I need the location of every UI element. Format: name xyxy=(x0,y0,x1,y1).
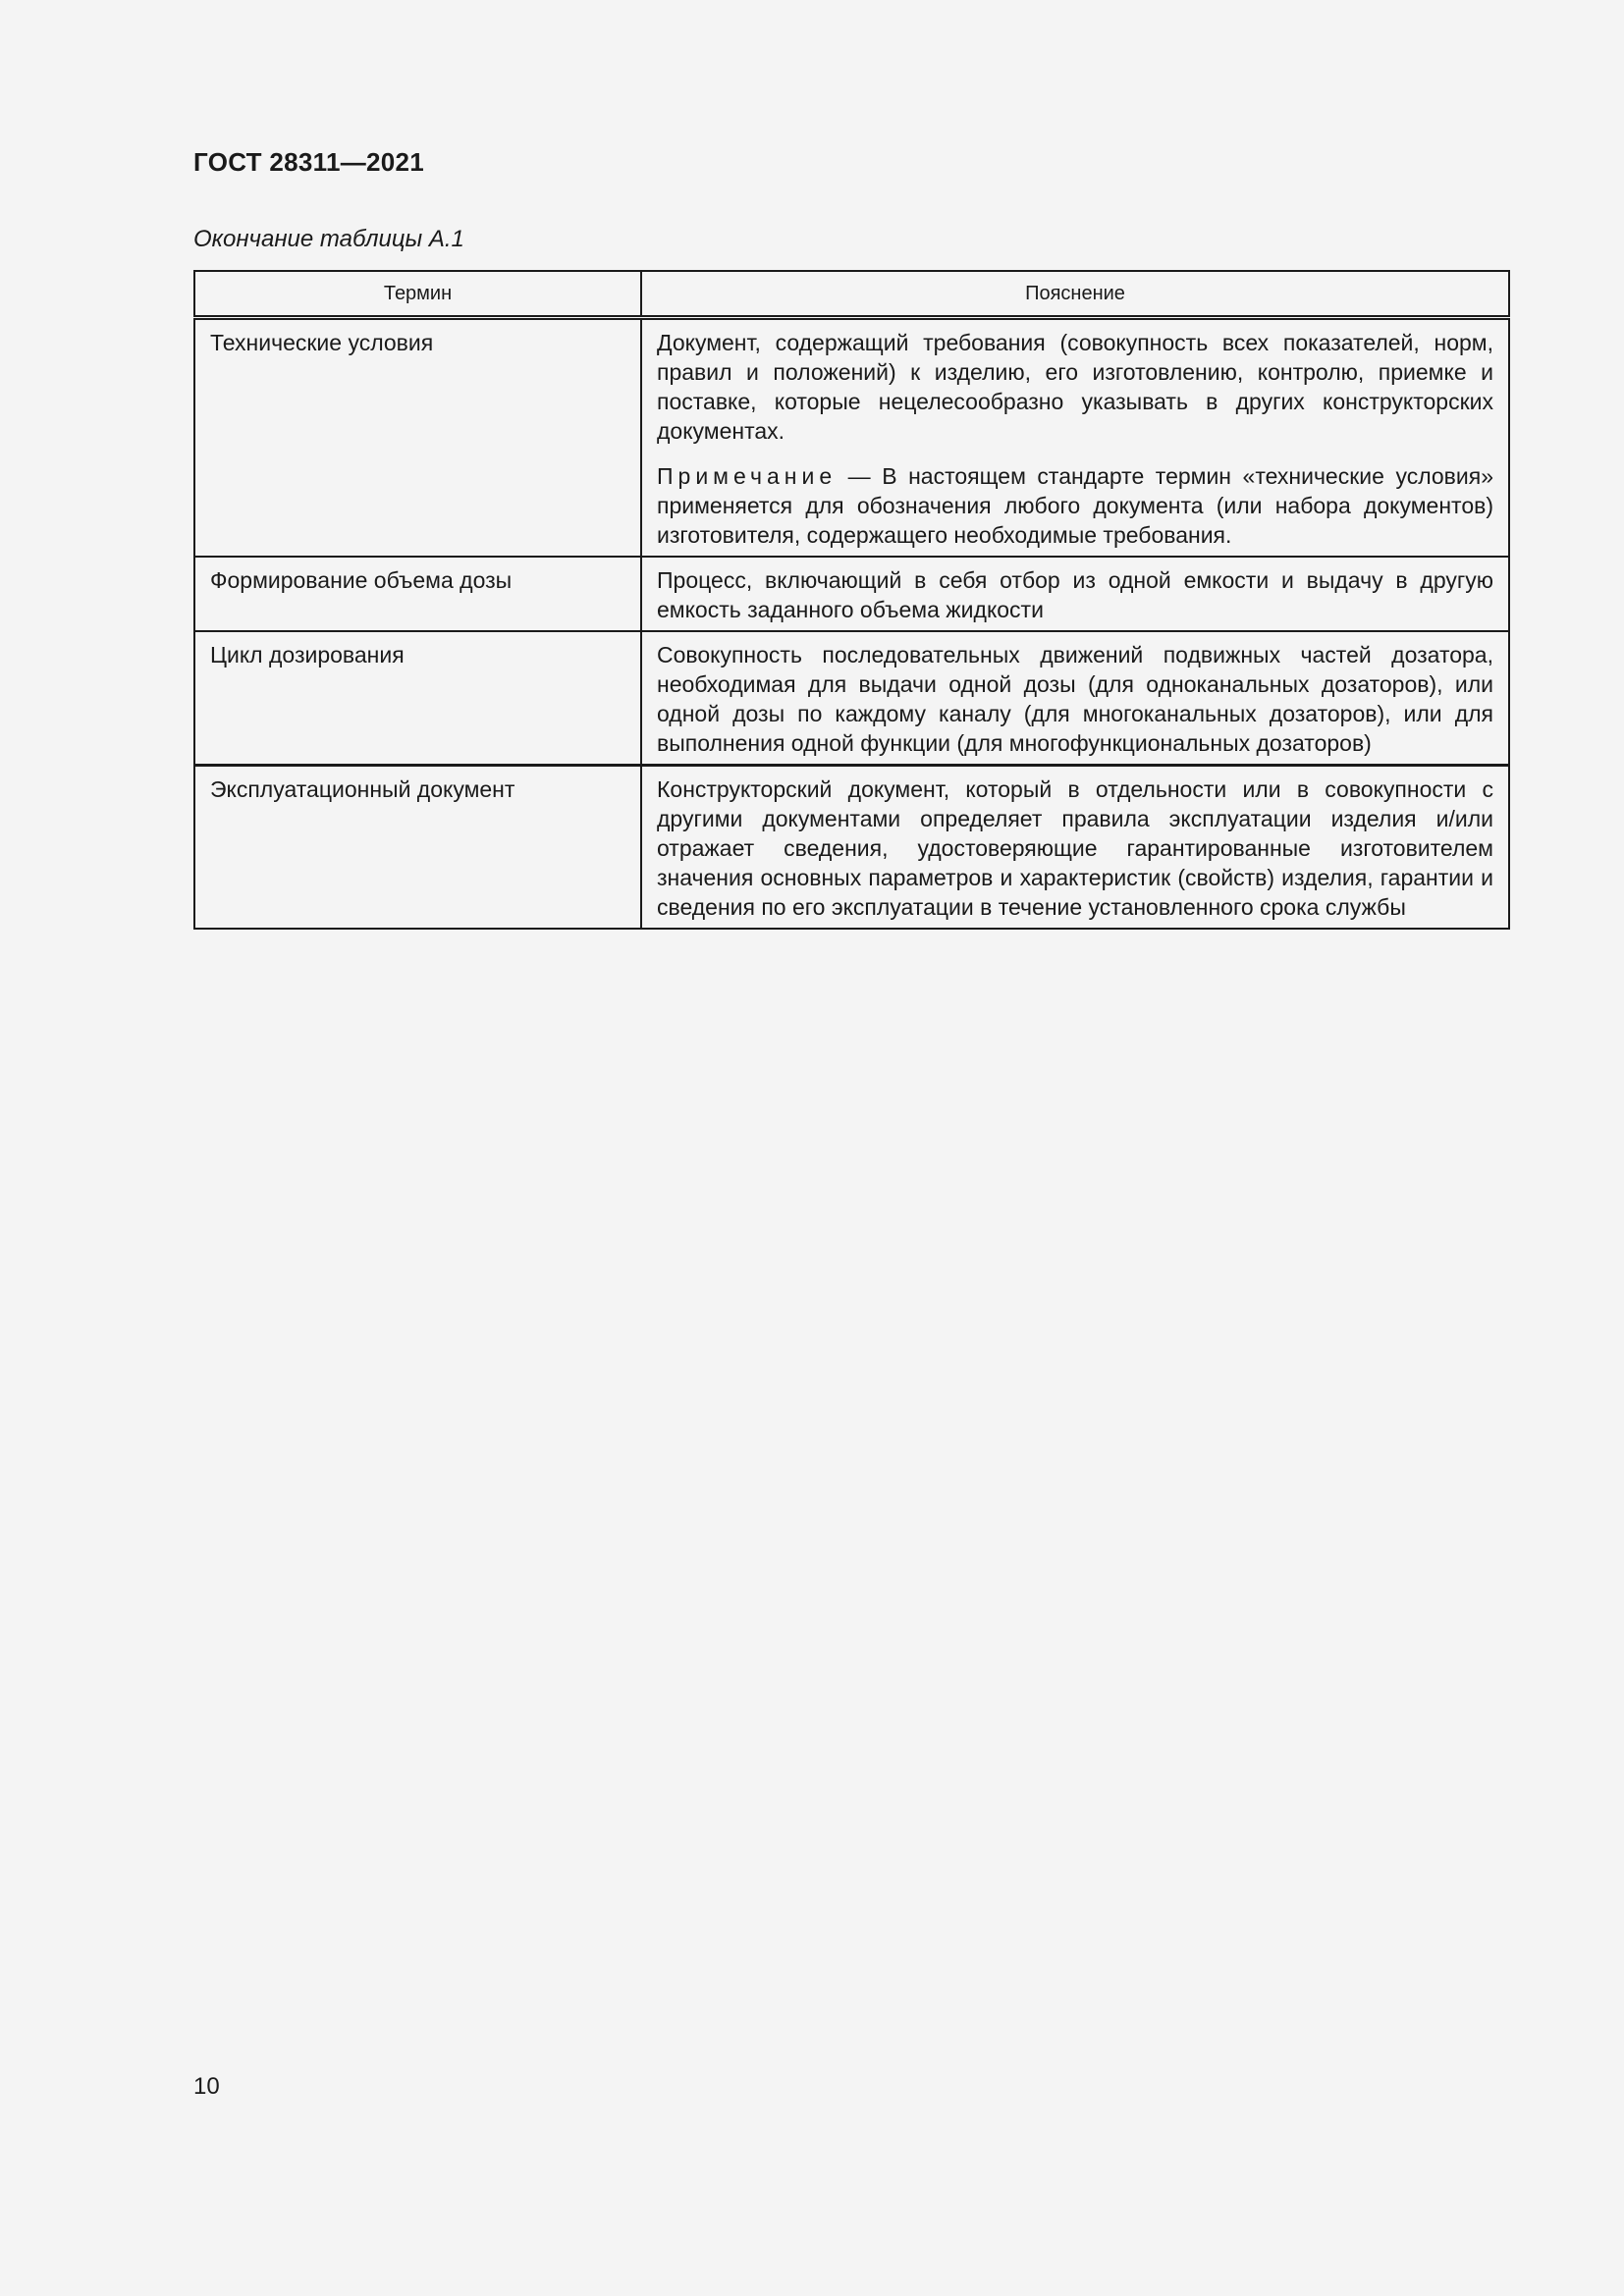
explanation-cell: Процесс, включающий в себя отбор из одной емкости и выдачу в другую емкость заданного объема жидкости xyxy=(641,557,1509,631)
explanation-cell xyxy=(641,318,1509,558)
explanation-cell: Конструкторский документ, который в отдельности или в совокупности с другими документами определяет правила эксплуатации изделия и/или отражает сведения, удостоверяющие гарантированные изготовителем значения основных параметров и характеристик (свойств) изделия, гарантии и сведения по его эксплуатации в течение установленного срока службы xyxy=(641,766,1509,930)
explanation-text: Документ, содержащий требования (совокупность всех показателей, норм, правил и положений) к изделию, его изготовлению, контролю, приемке и поставке, которые нецелесообразно указывать в других конструкторских документах. xyxy=(657,330,1493,444)
note-paragraph xyxy=(657,461,1493,550)
explanation-cell: Совокупность последовательных движений подвижных частей дозатора, необходимая для выдачи одной дозы (для одноканальных дозаторов), или одной дозы по каждому каналу (для многоканальных дозаторов), или для выполнения одной функции (для многофункциональных дозаторов) xyxy=(641,631,1509,766)
table-caption: Окончание таблицы А.1 xyxy=(193,226,464,252)
table-row xyxy=(194,631,1509,766)
terms-table xyxy=(193,270,1510,930)
term-cell: Эксплуатационный документ xyxy=(194,766,641,930)
table-row xyxy=(194,318,1509,558)
table-row xyxy=(194,766,1509,930)
term-cell: Цикл дозирования xyxy=(194,631,641,766)
column-header-term: Термин xyxy=(194,271,641,318)
table-row xyxy=(194,557,1509,631)
document-header: ГОСТ 28311—2021 xyxy=(193,147,425,177)
column-header-explanation: Пояснение xyxy=(641,271,1509,318)
term-cell: Технические условия xyxy=(194,318,641,558)
page-number: 10 xyxy=(193,2073,220,2100)
note-text: — В настоящем стандарте термин «технические условия» применяется для обозначения любого документа (или набора документов) изготовителя, содержащего необходимые требования. xyxy=(657,463,1493,548)
term-cell: Формирование объема дозы xyxy=(194,557,641,631)
note-label: Примечание xyxy=(657,463,838,489)
table-header-row xyxy=(194,271,1509,318)
